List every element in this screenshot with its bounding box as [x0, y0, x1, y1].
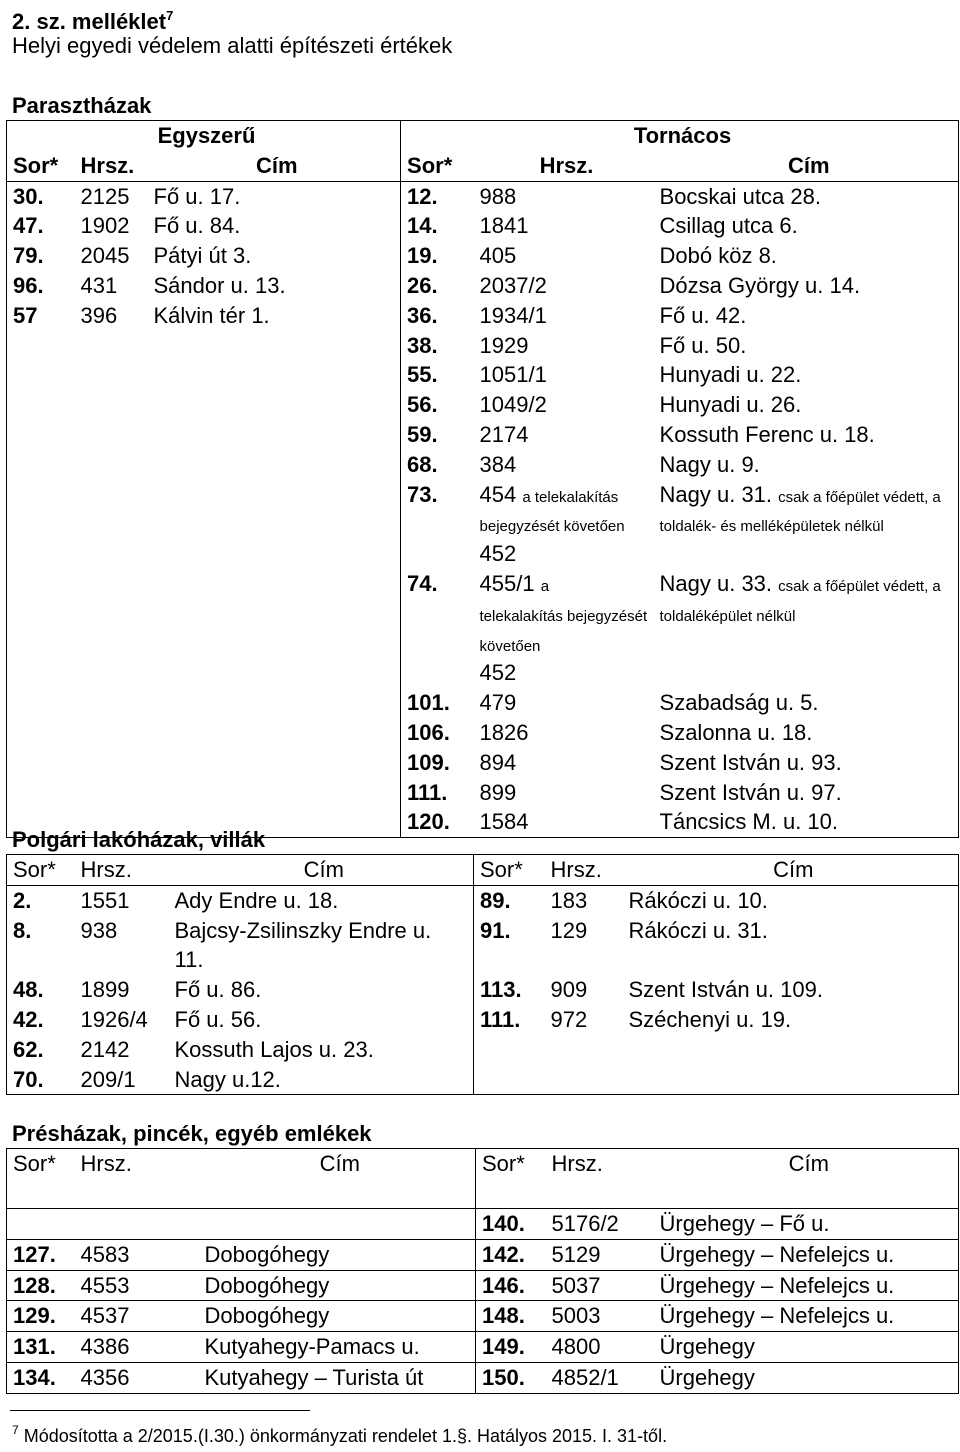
sor-cell: 131. [7, 1332, 75, 1363]
hrsz-cell: 405 [479, 243, 517, 269]
hrsz-cell: 972 [550, 1006, 588, 1032]
hrsz-cell: 894 [479, 749, 517, 775]
hrsz-cell [75, 450, 148, 480]
sor-cell: 146. [482, 1272, 525, 1298]
table-row [7, 916, 959, 976]
table-row [7, 271, 959, 301]
hrsz-note: a telekalakítás bejegyzését követően [479, 488, 625, 536]
table-row [7, 975, 959, 1005]
table-row-74 [7, 569, 959, 688]
col-header-sor: Sor* [482, 1151, 525, 1176]
preshazak-table [6, 1148, 959, 1394]
table-row-73 [7, 480, 959, 569]
footnote: $^7$ Módosította a 2/2015.(I.30.) önkormányzati rendelet 1.§. Hatályos 2015. I. 31-től. [12, 1423, 668, 1446]
hrsz-cell: 4537 [80, 1303, 130, 1329]
col-header-sor: Sor* [7, 151, 75, 181]
cim-cell [148, 331, 401, 361]
cim-cell: Szabadság u. 5. [654, 688, 959, 718]
sor-cell [7, 390, 75, 420]
cim-cell: Ürgehegy – Nefelejcs u. [654, 1270, 959, 1301]
table-row [7, 390, 959, 420]
hrsz-cell: 4583 [80, 1241, 130, 1267]
table-row [7, 748, 959, 778]
cim-cell: Ady Endre u. 18. [169, 885, 474, 915]
sor-cell: 89. [480, 887, 511, 913]
cim-cell: Hunyadi u. 26. [654, 390, 959, 420]
sor-cell: 128. [7, 1270, 75, 1301]
cim-cell [148, 450, 401, 480]
table-row [7, 181, 959, 211]
hrsz-cell [545, 1035, 623, 1065]
hrsz-cell: 899 [479, 779, 517, 805]
hrsz-cell: 384 [479, 451, 517, 477]
table-row [7, 778, 959, 808]
page-title: 2. sz. melléklet$^7$ [12, 8, 174, 34]
table-row [7, 1270, 959, 1301]
hrsz-cell: 4553 [80, 1272, 130, 1298]
col-header-cim: Cím [169, 855, 474, 886]
table-row [7, 211, 959, 241]
cim-cell: Fő u. 84. [148, 211, 401, 241]
hrsz-cell: 1049/2 [479, 392, 547, 418]
hrsz-cell [545, 1065, 623, 1095]
cim-cell [623, 1035, 959, 1065]
table-row [7, 1332, 959, 1363]
page-subtitle: Helyi egyedi védelem alatti építészeti értékek [12, 33, 453, 58]
sor-cell: 111. [407, 779, 448, 805]
hrsz-cell: 4800 [551, 1334, 601, 1360]
hrsz-cell: 5037 [551, 1272, 601, 1298]
sor-cell: 2. [7, 885, 75, 915]
sor-cell: 68. [407, 451, 438, 477]
sor-cell: 142. [482, 1241, 525, 1267]
cim-cell: Fő u. 50. [654, 331, 959, 361]
table-row [7, 885, 959, 915]
table-row [7, 1301, 959, 1332]
col-header-sor: Sor* [7, 1149, 75, 1179]
cim-cell: Sándor u. 13. [148, 271, 401, 301]
polgari-table [6, 854, 959, 1095]
hrsz-cell [75, 390, 148, 420]
sor-cell [7, 331, 75, 361]
hrsz-cell: 2174 [479, 421, 529, 447]
hrsz-cell [75, 420, 148, 450]
table-row [7, 688, 959, 718]
sor-cell [7, 420, 75, 450]
cim-cell: Széchenyi u. 19. [623, 1005, 959, 1035]
table-row [7, 450, 959, 480]
cim-cell: Ürgehegy [654, 1332, 959, 1363]
sor-cell: 101. [407, 690, 450, 716]
sor-cell [7, 1209, 75, 1240]
table-row [7, 360, 959, 390]
table-row [7, 1363, 959, 1394]
sor-cell: 148. [482, 1303, 525, 1329]
table-row [7, 1209, 959, 1240]
hrsz-cell: 5003 [551, 1303, 601, 1329]
cim-cell: Ürgehegy – Fő u. [654, 1209, 959, 1240]
sor-cell: 14. [407, 213, 438, 239]
section-title-parasztházak: Parasztházak [12, 93, 152, 118]
sor-cell: 38. [407, 332, 438, 358]
parasztházak-table [6, 120, 959, 838]
section-title-polgari: Polgári lakóházak, villák [12, 827, 266, 852]
sor-cell: 26. [407, 272, 438, 298]
hrsz-cell: 2125 [80, 183, 130, 209]
cim-cell: Nagy u. 33. csak a főépület védett, a toldaléképület nélkül [654, 569, 959, 688]
cim-cell: Dózsa György u. 14. [654, 271, 959, 301]
sor-cell: 91. [480, 917, 511, 943]
hrsz-cell: 129 [550, 917, 588, 943]
sor-cell: 12. [407, 183, 438, 209]
group-header-egyszeru: Egyszerű [7, 121, 401, 151]
cim-cell: Kossuth Lajos u. 23. [169, 1035, 474, 1065]
sor-cell [474, 1035, 545, 1065]
sor-cell: 55. [407, 362, 438, 388]
cim-cell: Fő u. 56. [169, 1005, 474, 1035]
footnote-ref: 7 [166, 8, 174, 23]
cim-cell: Nagy u.12. [169, 1065, 474, 1095]
sor-cell [7, 360, 75, 390]
col-header-cim: Cím [623, 855, 959, 886]
sor-cell: 30. [7, 181, 75, 211]
col-header-cim: Cím [654, 151, 959, 181]
hrsz-cell: 1584 [479, 809, 529, 835]
table-row [7, 1065, 959, 1095]
hrsz-cell: 1902 [80, 213, 130, 239]
col-header-sor: Sor* [480, 857, 523, 882]
hrsz-cell: 1551 [80, 887, 130, 913]
cim-cell: Nagy u. 9. [654, 450, 959, 480]
hrsz-cell: 2142 [80, 1036, 130, 1062]
table-row [7, 420, 959, 450]
table-row [7, 331, 959, 361]
sor-cell: 120. [407, 809, 450, 835]
hrsz-cell: 1051/1 [479, 362, 547, 388]
cim-cell: Fő u. 42. [654, 301, 959, 331]
sor-cell: 150. [482, 1365, 525, 1391]
col-header-cim: Cím [199, 1149, 476, 1179]
cim-note: csak a főépület védett, a toldalék- és melléképületek nélkül [659, 488, 941, 536]
table-row [7, 1005, 959, 1035]
hrsz-cell: 396 [80, 302, 118, 328]
hrsz-cell: 2045 [80, 243, 130, 269]
sor-cell: 73. [407, 481, 438, 507]
sor-cell: 79. [7, 241, 75, 271]
hrsz-cell: 4386 [80, 1334, 130, 1360]
hrsz-cell: 4852/1 [551, 1365, 619, 1391]
hrsz-cell: 2037/2 [479, 272, 547, 298]
cim-cell: Rákóczi u. 10. [623, 885, 959, 915]
hrsz-cell: 1826 [479, 719, 529, 745]
sor-cell: 57 [7, 301, 75, 331]
hrsz-cell: 1929 [479, 332, 529, 358]
sor-cell [474, 1065, 545, 1095]
sor-cell: 42. [7, 1005, 75, 1035]
sor-cell: 134. [7, 1363, 75, 1394]
cim-cell [199, 1209, 476, 1240]
hrsz-cell: 431 [80, 272, 118, 298]
sor-cell: 8. [7, 916, 75, 976]
col-header-hrsz: Hrsz. [539, 152, 594, 178]
hrsz-cell: 4356 [80, 1365, 130, 1391]
sor-cell: 74. [407, 570, 438, 596]
hrsz-cell: 5129 [551, 1241, 601, 1267]
cim-cell: Szent István u. 97. [654, 778, 959, 808]
table-row [7, 1035, 959, 1065]
hrsz-cell: 1926/4 [80, 1006, 148, 1032]
cim-cell: Pátyi út 3. [148, 241, 401, 271]
col-header-hrsz: Hrsz. [80, 1151, 132, 1176]
sor-cell: 19. [407, 243, 438, 269]
cim-cell: Rákóczi u. 31. [623, 916, 959, 976]
sor-cell: 62. [7, 1035, 75, 1065]
sor-cell [7, 450, 75, 480]
table-row [7, 241, 959, 271]
col-header-hrsz: Hrsz. [551, 1151, 603, 1176]
sor-cell: 111. [480, 1006, 521, 1032]
col-header-sor: Sor* [407, 152, 453, 178]
cim-cell: Ürgehegy – Nefelejcs u. [654, 1301, 959, 1332]
hrsz-cell [75, 1209, 199, 1240]
cim-cell: Táncsics M. u. 10. [654, 807, 959, 837]
cim-cell: Kálvin tér 1. [148, 301, 401, 331]
cim-cell [148, 390, 401, 420]
sor-cell: 56. [407, 392, 438, 418]
col-header-cim: Cím [654, 1149, 959, 1179]
hrsz-cell: 1934/1 [479, 302, 547, 328]
cim-cell: Ürgehegy – Nefelejcs u. [654, 1239, 959, 1270]
cim-cell: Dobogóhegy [199, 1239, 476, 1270]
hrsz-cell: 5176/2 [551, 1211, 619, 1237]
col-header-sor: Sor* [7, 855, 75, 886]
sor-cell: 106. [407, 719, 450, 745]
cim-cell: Nagy u. 31. csak a főépület védett, a toldalék- és melléképületek nélkül [654, 480, 959, 569]
sor-cell: 149. [482, 1334, 525, 1360]
hrsz-cell: 183 [550, 887, 588, 913]
sor-cell: 127. [7, 1239, 75, 1270]
sor-cell: 109. [407, 749, 450, 775]
sor-cell: 48. [7, 975, 75, 1005]
sor-cell: 96. [7, 271, 75, 301]
table-row [7, 301, 959, 331]
hrsz-cell [75, 360, 148, 390]
col-header-hrsz: Hrsz. [80, 152, 135, 178]
hrsz-cell: 455/1 a telekalakítás bejegyzését követően 452 [479, 570, 648, 686]
hrsz-cell: 1841 [479, 213, 529, 239]
col-header-hrsz: Hrsz. [80, 857, 132, 882]
cim-cell: Dobogóhegy [199, 1301, 476, 1332]
cim-cell: Fő u. 17. [148, 181, 401, 211]
hrsz-cell: 988 [479, 183, 517, 209]
cim-cell: Szent István u. 93. [654, 748, 959, 778]
cim-cell: Kossuth Ferenc u. 18. [654, 420, 959, 450]
sor-cell: 59. [407, 421, 438, 447]
sor-cell: 140. [482, 1211, 525, 1237]
section-title-preshazak: Présházak, pincék, egyéb emlékek [12, 1121, 372, 1146]
cim-cell: Szalonna u. 18. [654, 718, 959, 748]
hrsz-cell: 938 [80, 917, 118, 943]
cim-cell [148, 360, 401, 390]
sor-cell: 47. [7, 211, 75, 241]
table-row [7, 1239, 959, 1270]
sor-cell: 36. [407, 302, 438, 328]
footnote-divider [10, 1410, 310, 1411]
hrsz-cell: 909 [550, 977, 588, 1003]
sor-cell: 129. [7, 1301, 75, 1332]
hrsz-cell: 209/1 [80, 1066, 136, 1092]
cim-cell: Hunyadi u. 22. [654, 360, 959, 390]
cim-cell: Bocskai utca 28. [654, 181, 959, 211]
cim-cell: Kutyahegy-Pamacs u. [199, 1332, 476, 1363]
col-header-cim: Cím [148, 151, 401, 181]
hrsz-cell: 454 a telekalakítás bejegyzését követően 452 [479, 481, 625, 567]
table-row [7, 718, 959, 748]
cim-cell: Dobó köz 8. [654, 241, 959, 271]
sor-cell: 113. [480, 977, 522, 1003]
group-header-tornacos: Tornácos [401, 121, 959, 151]
cim-cell [623, 1065, 959, 1095]
cim-cell [148, 420, 401, 450]
hrsz-cell: 479 [479, 690, 517, 716]
cim-cell: Dobogóhegy [199, 1270, 476, 1301]
hrsz-cell [75, 331, 148, 361]
hrsz-note: telekalakítás bejegyzését követően [479, 607, 648, 655]
cim-cell: Kutyahegy – Turista út [199, 1363, 476, 1394]
col-header-hrsz: Hrsz. [550, 857, 602, 882]
cim-cell: Szent István u. 109. [623, 975, 959, 1005]
sor-cell: 70. [7, 1065, 75, 1095]
hrsz-cell: 1899 [80, 977, 130, 1003]
cim-cell: Bajcsy-Zsilinszky Endre u. 11. [169, 916, 474, 976]
cim-cell: Ürgehegy [654, 1363, 959, 1394]
cim-note: csak a főépület védett, a toldaléképület nélkül [659, 577, 941, 625]
cim-cell: Fő u. 86. [169, 975, 474, 1005]
cim-cell: Csillag utca 6. [654, 211, 959, 241]
